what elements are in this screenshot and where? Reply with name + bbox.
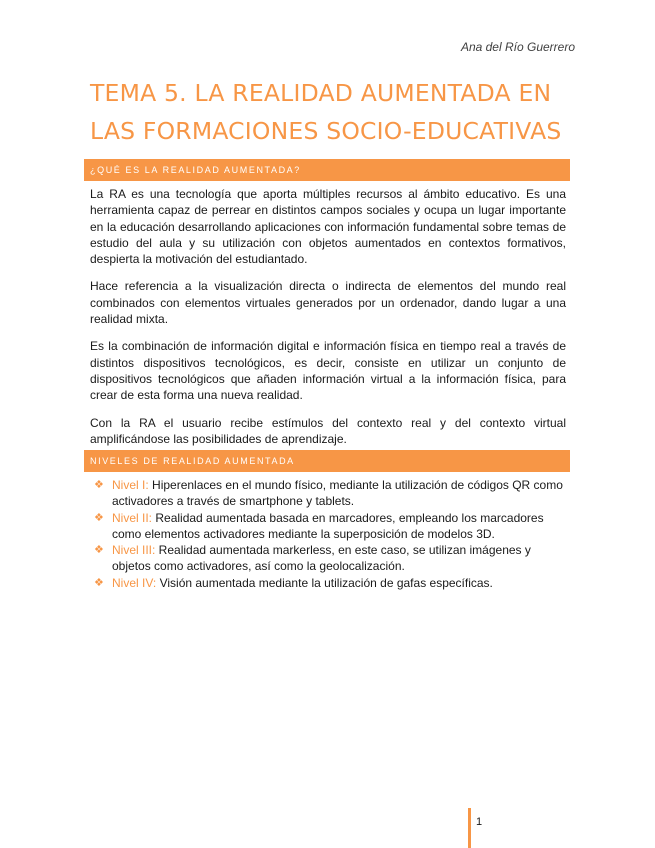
page-number: 1 (476, 816, 483, 828)
level-text: Realidad aumentada basada en marcadores, empleando los marcadores como elementos activadores mediante la superposición de modelos 3D. (112, 510, 544, 541)
diamond-bullet-icon: ❖ (94, 576, 104, 589)
list-item (92, 542, 570, 575)
list-item (92, 510, 570, 543)
paragraph: Hace referencia a la visualización directa o indirecta de elementos del mundo real combinados con elementos virtuales generados por un ordenador, dando lugar a una realidad mixta. (90, 279, 566, 327)
diamond-bullet-icon: ❖ (94, 479, 104, 491)
levels-list (92, 477, 570, 591)
page-title: TEMA 5. LA REALIDAD AUMENTADA EN LAS FORMACIONES SOCIO-EDUCATIVAS (90, 79, 562, 145)
list-item (92, 477, 570, 510)
paragraph: La RA es una tecnología que aporta múltiples recursos al ámbito educativo. Es una herramienta capaz de perrear en distintos campos sociales y ocupa un lugar importante en la educación desarrollando aplicaciones con información fundamental sobre temas de estudio del aula y su utilización con objetos aumentados en contextos formativos, despierta la motivación del estudiantado. (90, 187, 566, 267)
header-author: Ana del Río Guerrero (460, 40, 575, 54)
diamond-bullet-icon: ❖ (94, 511, 104, 524)
level-text: Visión aumentada mediante la utilización de gafas específicas. (156, 575, 493, 590)
list-item (92, 575, 570, 591)
level-text: Realidad aumentada markerless, en este caso, se utilizan imágenes y objetos como activadores, así como la geolocalización. (112, 543, 531, 574)
level-label: Nivel I: (112, 478, 149, 492)
level-text: Hiperenlaces en el mundo físico, mediante la utilización de códigos QR como activadores a través de smartphone y tablets. (112, 478, 563, 509)
paragraph: Es la combinación de información digital e información física en tiempo real a través de distintos dispositivos tecnológicos, es decir, consiste en utilizar un conjunto de dispositivos tecnológicos que añaden información virtual a la información física, para crear de esta forma una nueva realidad. (90, 339, 566, 403)
section-body-what-is-ar (90, 186, 566, 458)
paragraph: Con la RA el usuario recibe estímulos del contexto real y del contexto virtual amplificándose las posibilidades de aprendizaje. (90, 415, 566, 446)
section-heading-levels: NIVELES DE REALIDAD AUMENTADA (84, 450, 570, 472)
level-label: Nivel III: (112, 543, 156, 558)
level-label: Nivel II: (112, 510, 153, 525)
diamond-bullet-icon: ❖ (94, 544, 104, 557)
level-label: Nivel IV: (112, 575, 157, 590)
footer-accent-line (468, 808, 471, 848)
section-heading-what-is-ar: ¿QUÉ ES LA REALIDAD AUMENTADA? (84, 159, 570, 181)
